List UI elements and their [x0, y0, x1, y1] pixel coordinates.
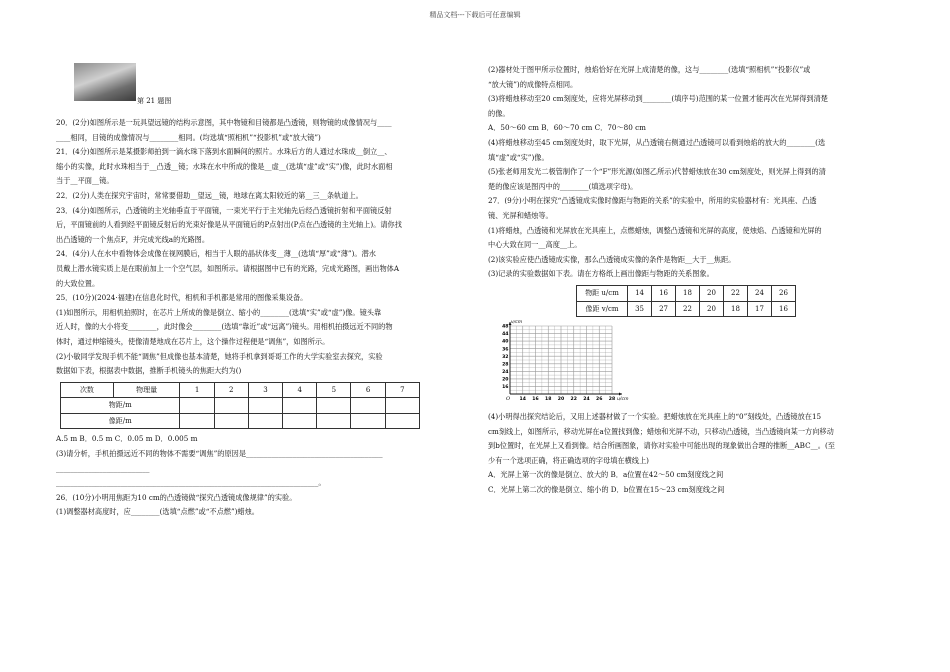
- q27-part1-line2: 中心大致在同一__高度__上。: [488, 240, 582, 250]
- table-cell: 18: [723, 301, 747, 317]
- table-cell: 物距 u/cm: [577, 285, 628, 301]
- q26-part5-line1: (5)张老师用发光二极管制作了一个“F”形光源(如图乙所示)代替蜡烛放在30 cm刻度处，则光屏上得到的清: [488, 167, 826, 177]
- table-cell: 18: [676, 285, 700, 301]
- table-cell: 22: [723, 285, 747, 301]
- y-tick-label: 16: [502, 385, 509, 391]
- q27-option-ab: A．光屏上第一次的像是倒立、放大的 B．a位置在42～50 cm刻度线之间: [488, 470, 724, 480]
- table-cell: 16: [652, 285, 676, 301]
- x-tick-label: 24: [583, 397, 590, 403]
- q27-part4-line1: (4)小明得出探究结论后，又用上述器材做了一个实验。把蜡烛放在光具座上的“0”刻线处，凸透镜放在15: [488, 412, 822, 422]
- table-row: [61, 398, 420, 414]
- q21-line2: 缩小的实像，此时水珠相当于__凸透__镜；水珠在水中所成的像是__虚__(选填“虚”或“实”)像，此时水面相: [56, 161, 393, 171]
- q26-part2-line1: (2)器材处于图甲所示位置时，烛焰恰好在光屏上成清楚的像，这与________(选填“照相机”“投影仪”或: [488, 65, 811, 74]
- q25-line4: 体时，通过伸缩镜头，使像清楚地成在芯片上，这个操作过程便是“调焦”，如图所示。: [56, 336, 330, 346]
- q25-line2: (1)如图所示，用相机拍照时，在芯片上所成的像是倒立、缩小的________(选填“实”或“虚”)像。镜头靠: [56, 307, 382, 317]
- q27-part4-line3: 到b位置时，在光屏上又看到像。结合所画图象，请你对实验中可能出现的现象做出合理的推断__ABC__。(至: [488, 441, 835, 451]
- q26-part4-line1: (4)将蜡烛移动至45 cm刻度处时，取下光屏，从凸透镜右侧通过凸透镜可以看到烛焰的放大的________(选: [488, 137, 826, 147]
- y-tick-label: 40: [502, 339, 509, 345]
- table-cell: 26: [771, 285, 795, 301]
- q27-line1: 27．(9分)小明在探究“凸透镜成实像时像距与物距的关系”的实验中，所用的实验器材有：光具座、凸透: [488, 196, 817, 206]
- y-tick-label: 36: [502, 347, 509, 353]
- q20-line1: 20．(2分)如图所示是一玩具望远镜的结构示意图，其中物镜和目镜都是凸透镜，则物镜的成像情况与____: [56, 118, 392, 127]
- y-tick-label: 24: [502, 370, 509, 376]
- q21-line3: 当于__平面__镜。: [56, 176, 114, 186]
- y-tick-label: 44: [502, 332, 509, 338]
- table-cell: 3: [248, 382, 282, 398]
- q26-part3-options: A．50～60 cm B．60～70 cm C．70～80 cm: [488, 123, 646, 133]
- x-tick-label: 28: [608, 397, 616, 403]
- q25-data-table: [60, 382, 420, 430]
- figure-21-caption: 第 21 题图: [137, 97, 172, 105]
- q22-line: 22．(2分)人类在探究宇宙时，常常要借助__望远__镜，地球在离太阳较近的第__三__条轨道上。: [56, 190, 363, 200]
- table-cell: 17: [747, 301, 771, 317]
- q23-line3: 出凸透镜的一个焦点F，并完成光线a的光路图。: [56, 234, 210, 244]
- table-row: [577, 285, 796, 301]
- table-cell: 次数: [61, 382, 114, 398]
- table-cell: 14: [628, 285, 652, 301]
- q24-line1: 24．(4分)人在水中看物体会成像在视网膜后，相当于人眼的晶状体变__薄__(选填“厚”或“薄”)。潜水: [56, 249, 376, 259]
- table-cell: 像距/m: [61, 413, 180, 429]
- table-cell: 27: [652, 301, 676, 317]
- table-cell: 35: [628, 301, 652, 317]
- q26-part3-line2: 的像。: [488, 108, 510, 118]
- y-tick-label: 20: [502, 377, 509, 383]
- q27-data-table: [576, 285, 796, 317]
- x-tick-label: 26: [596, 397, 603, 403]
- q27-line2: 镜、光屏和蜡烛等。: [488, 210, 553, 220]
- y-tick-label: 48: [502, 324, 509, 330]
- x-tick-label: 14: [519, 397, 526, 403]
- q20-line2: ____相同，目镜的成像情况与________相同。(均选填“照相机”“投影机”或“放大镜”): [56, 132, 321, 142]
- q25-part3-line1: (3)请分析，手机拍摄远近不同的物体不需要“调焦”的原因是______________________________________: [56, 449, 383, 459]
- table-cell: 24: [747, 285, 771, 301]
- q25-options: A.5 m B．0.5 m C．0.05 m D．0.005 m: [56, 434, 198, 444]
- x-axis-label: u/cm: [617, 397, 629, 403]
- x-axis-arrow: [619, 393, 622, 396]
- q27-option-cd: C．光屏上第二次的像是倒立、缩小的 D．b位置在15～23 cm刻度线之间: [488, 485, 725, 495]
- table-cell: 20: [700, 301, 724, 317]
- table-cell: 4: [283, 382, 317, 398]
- table-cell: 1: [180, 382, 214, 398]
- x-tick-label: 20: [557, 397, 565, 403]
- table-cell: 物距/m: [61, 398, 180, 414]
- q27-part4-line4: 少有一个选项正确，将正确选项的字母填在横线上): [488, 455, 649, 465]
- table-row: [577, 301, 796, 317]
- q26-line1: 26．(10分)小明用焦距为10 cm的凸透镜做“探究凸透镜成像规律”的实验。: [56, 492, 297, 502]
- left-column: [56, 116, 466, 520]
- table-cell: 22: [676, 301, 700, 317]
- q27-part3: (3)记录的实验数据如下表。请在方格纸上画出像距与物距的关系图象。: [488, 269, 714, 279]
- q25-line1: 25．(10分)(2024·福建)在信息化时代，相机和手机都是常用的图像采集设备。: [56, 293, 308, 303]
- table-row: [61, 413, 420, 429]
- q25-part3-line3: _________________________________________________________________________。: [56, 478, 326, 488]
- x-tick-label: 18: [545, 397, 552, 403]
- q26-part2-line2: “放大镜”)的成像特点相同。: [488, 79, 578, 89]
- table-cell: 物理量: [113, 382, 180, 398]
- table-cell: 6: [351, 382, 385, 398]
- x-tick-label: 22: [570, 397, 577, 403]
- q27-part2: (2)该实验应使凸透镜成实像，那么凸透镜成实像的条件是物距__大于__焦距。: [488, 254, 736, 264]
- q23-line1: 23．(4分)如图所示，凸透镜的主光轴垂直于平面镜，一束光平行于主光轴先后经凸透镜折射和平面镜反射: [56, 205, 392, 215]
- y-axis-label: v/cm: [511, 320, 523, 326]
- q25-part3-line2: __________________________: [56, 463, 150, 473]
- q26-part4-line2: 填“虚”或“实”)像。: [488, 152, 549, 162]
- q25-line6: 数据如下表，根据表中数据，推断手机镜头的焦距大约为(): [56, 366, 242, 376]
- q23-line2: 后，平面镜前的人看到经平面镜反射后的光束好像是从平面镜后的P点射出(P点在凸透镜的主光轴上)。请你找: [56, 220, 402, 230]
- origin-label: O: [506, 396, 511, 403]
- graph-paper-chart: [494, 320, 644, 408]
- table-cell: 5: [317, 382, 351, 398]
- right-column: [488, 63, 908, 498]
- q24-line3: 的大致位置。: [56, 278, 100, 288]
- q26-part3-line1: (3)将蜡烛移动至20 cm刻度处，应将光屏移动到________(填序号)范围的某一位置才能再次在光屏得到清楚: [488, 94, 828, 104]
- table-cell: 20: [700, 285, 724, 301]
- y-tick-label: 28: [502, 362, 509, 368]
- table-cell: 7: [385, 382, 419, 398]
- page-header: 精品文档---下载后可任意编辑: [429, 11, 521, 19]
- q27-part1-line1: (1)将蜡烛，凸透镜和光屏放在光具座上，点燃蜡烛，调整凸透镜和光屏的高度，使烛焰、凸透镜和光屏的: [488, 225, 822, 235]
- q27-part4-line2: cm刻线上，如图所示，移动光屏在a位置找到像；蜡烛和光屏不动，只移动凸透镜，当凸透镜向某一方向移动: [488, 426, 834, 436]
- table-cell: 像距 v/cm: [577, 301, 628, 317]
- q21-line1: 21．(4分)如图所示是某摄影师拍到一滴水珠下落到水面瞬间的照片。水珠后方的人通过水珠成__倒立__、: [56, 147, 392, 157]
- q25-line3: 近人时，像的大小将变________，此时像会________(选填“靠近”或“远离”)镜头。用相机拍摄远近不同的物: [56, 322, 393, 332]
- table-header-row: [61, 382, 420, 398]
- table-cell: 16: [771, 301, 795, 317]
- q24-line2: 员戴上潜水镜实质上是在眼前加上一个空气层，如图所示。请根据图中已有的光路，完成光路图，画出物体A: [56, 263, 400, 273]
- q26-part5-line2: 楚的像应该是图丙中的________(填选项字母)。: [488, 181, 638, 191]
- x-tick-label: 16: [532, 397, 539, 403]
- y-tick-label: 32: [502, 354, 509, 360]
- water-drop-photo: [74, 63, 136, 101]
- table-cell: 2: [214, 382, 248, 398]
- q25-line5: (2)小敏同学发现手机不能“调焦”但成像也基本清楚，她将手机拿到哥哥工作的大学实验室去探究，实验: [56, 351, 383, 361]
- q26-line2: (1)调整器材高度时，应________(选填“点燃”或“不点燃”)蜡烛。: [56, 507, 259, 517]
